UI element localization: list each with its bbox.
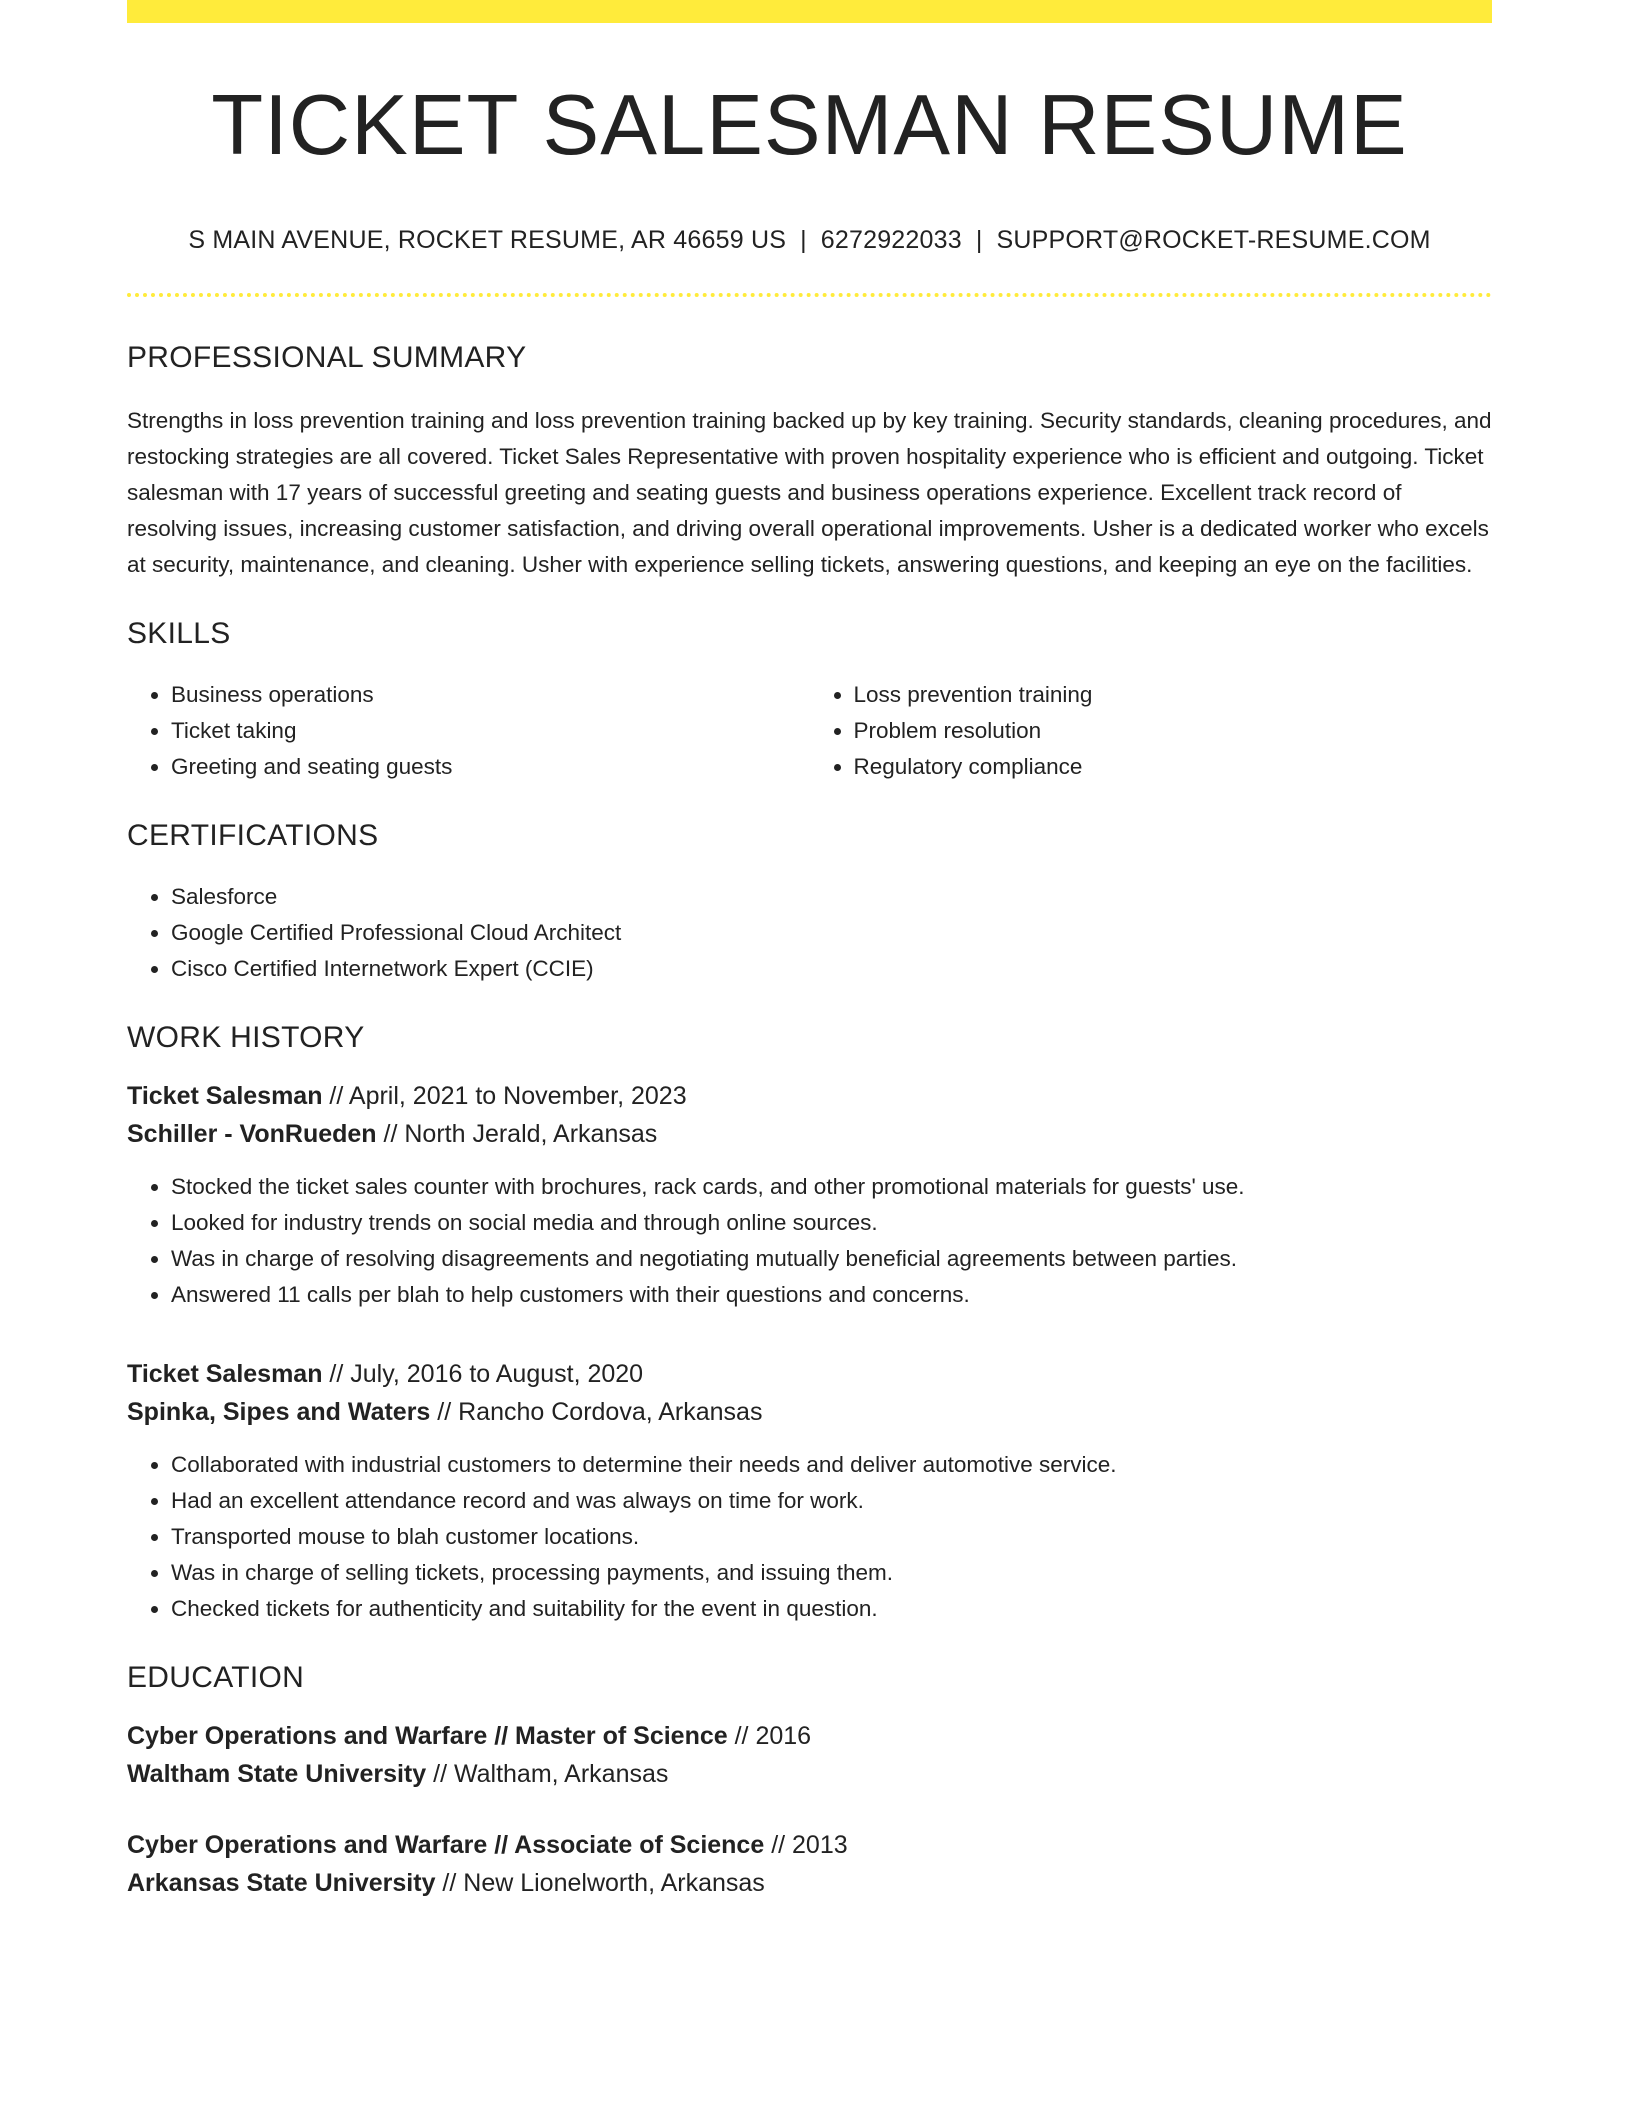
job-duties-list: [127, 1447, 1492, 1627]
degree-year: // 2013: [764, 1831, 848, 1859]
work-history-heading: WORK HISTORY: [127, 1021, 365, 1054]
job-company-line: [127, 1393, 1492, 1431]
certifications-heading: CERTIFICATIONS: [127, 819, 379, 852]
duty-item: • Transported mouse to blah customer locations.: [171, 1519, 1492, 1555]
certification-item: • Cisco Certified Internetwork Expert (CCIE): [171, 951, 1492, 987]
certification-item: • Google Certified Professional Cloud Architect: [171, 915, 1492, 951]
education-heading: EDUCATION: [127, 1661, 305, 1694]
contact-line: [127, 228, 1492, 253]
dotted-divider: [127, 293, 1492, 297]
skill-item: • Ticket taking: [171, 713, 810, 749]
job-location: // North Jerald, Arkansas: [376, 1120, 658, 1148]
duty-item: • Had an excellent attendance record and was always on time for work.: [171, 1483, 1492, 1519]
job-company-line: [127, 1115, 1492, 1153]
degree-year: // 2016: [727, 1722, 812, 1750]
duty-item: • Answered 11 calls per blah to help customers with their questions and concerns.: [171, 1277, 1492, 1313]
school-line: [127, 1864, 1492, 1902]
resume-page: [127, 0, 1492, 1902]
education-entry: [127, 1826, 1492, 1902]
degree-name: Cyber Operations and Warfare // Associate of Science: [127, 1831, 765, 1859]
education-entry: [127, 1717, 1492, 1793]
job-dates: // April, 2021 to November, 2023: [322, 1082, 687, 1110]
school-name: Arkansas State University: [127, 1869, 436, 1897]
duty-item: • Stocked the ticket sales counter with brochures, rack cards, and other promotional materials for guests' use.: [171, 1169, 1492, 1205]
contact-email: SUPPORT@ROCKET-RESUME.COM: [996, 226, 1431, 254]
skill-item: • Greeting and seating guests: [171, 749, 810, 785]
school-name: Waltham State University: [127, 1760, 427, 1788]
duty-item: • Collaborated with industrial customers to determine their needs and deliver automotive service.: [171, 1447, 1492, 1483]
summary-text: Strengths in loss prevention training and loss prevention training backed up by key training. Security standards, cleaning procedures, and restocking strategies are all covered. Ticket Sales Representative with proven hospitality experience who is efficient and outgoing. Ticket salesman with 17 years of successful greeting and seating guests and business operations experience. Excellent track record of resolving issues, increasing customer satisfaction, and driving overall operational improvements. Usher is a dedicated worker who excels at security, maintenance, and cleaning. Usher with experience selling tickets, answering questions, and keeping an eye on the facilities.: [127, 408, 1492, 577]
job-entry: [127, 1077, 1492, 1313]
skill-item: • Regulatory compliance: [854, 749, 1493, 785]
contact-phone: 6272922033: [820, 226, 962, 254]
degree-name: Cyber Operations and Warfare // Master of Science: [127, 1722, 728, 1750]
school-location: // New Lionelworth, Arkansas: [435, 1869, 765, 1897]
skills-column-left: [127, 677, 810, 785]
job-location: // Rancho Cordova, Arkansas: [430, 1398, 763, 1426]
duty-item: • Checked tickets for authenticity and suitability for the event in question.: [171, 1591, 1492, 1627]
duty-item: • Was in charge of selling tickets, processing payments, and issuing them.: [171, 1555, 1492, 1591]
job-entry: [127, 1355, 1492, 1627]
degree-line: [127, 1717, 1492, 1755]
skill-item: • Business operations: [171, 677, 810, 713]
certifications-list: [127, 879, 1492, 987]
job-role: Ticket Salesman: [127, 1360, 323, 1388]
certification-item: • Salesforce: [171, 879, 1492, 915]
school-line: [127, 1755, 1492, 1793]
skill-item: • Loss prevention training: [854, 677, 1493, 713]
contact-separator: |: [800, 226, 807, 254]
job-company: Spinka, Sipes and Waters: [127, 1398, 431, 1426]
job-title-line: [127, 1077, 1492, 1115]
duty-item: • Was in charge of resolving disagreements and negotiating mutually beneficial agreements between parties.: [171, 1241, 1492, 1277]
job-duties-list: [127, 1169, 1492, 1313]
school-location: // Waltham, Arkansas: [426, 1760, 669, 1788]
summary-heading: PROFESSIONAL SUMMARY: [127, 341, 527, 374]
contact-separator: |: [975, 226, 983, 254]
top-accent-bar: [127, 0, 1492, 23]
skill-item: • Problem resolution: [854, 713, 1493, 749]
duty-item: • Looked for industry trends on social media and through online sources.: [171, 1205, 1492, 1241]
skills-heading: SKILLS: [127, 617, 231, 650]
contact-address: S MAIN AVENUE, ROCKET RESUME, AR 46659 US: [188, 226, 787, 254]
skills-column-right: [810, 677, 1493, 785]
job-title-line: [127, 1355, 1492, 1393]
resume-title: TICKET SALESMAN RESUME: [211, 78, 1408, 173]
job-dates: // July, 2016 to August, 2020: [322, 1360, 644, 1388]
job-role: Ticket Salesman: [127, 1082, 323, 1110]
degree-line: [127, 1826, 1492, 1864]
job-company: Schiller - VonRueden: [127, 1120, 377, 1148]
skills-list: [127, 677, 1492, 785]
